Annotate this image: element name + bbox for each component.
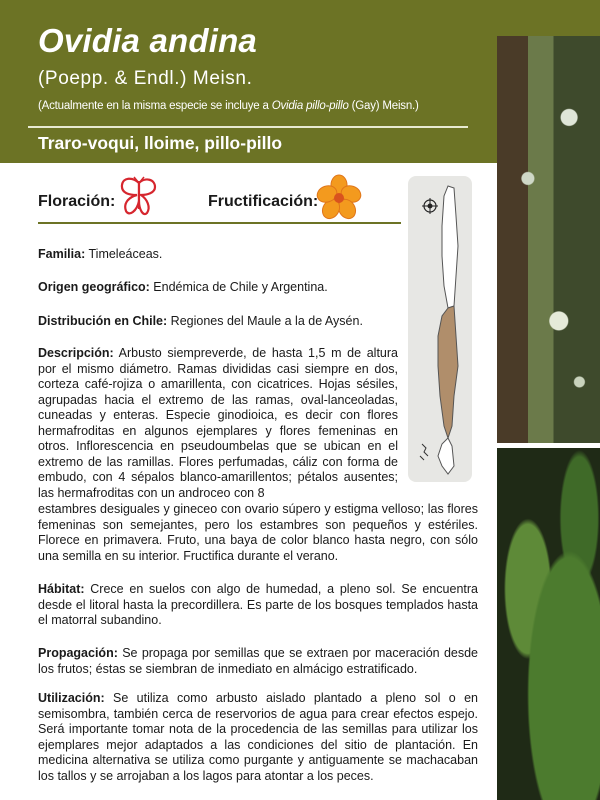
- species-note: (Actualmente en la misma especie se incluye a Ovidia pillo-pillo (Gay) Meisn.): [38, 100, 419, 112]
- section-divider: [38, 222, 401, 224]
- flower-icon: [316, 174, 362, 220]
- origen-paragraph: Origen geográfico: Endémica de Chile y Argentina.: [38, 280, 328, 294]
- plant-photo-shrub: [497, 36, 600, 443]
- plant-photo-leaves: [497, 448, 600, 800]
- habitat-paragraph: Hábitat: Crece en suelos con algo de humedad, a pleno sol. Se encuentra desde el litoral hasta la precordillera. Es parte de los bosques templados hasta el matorral subandino.: [38, 582, 478, 627]
- chile-map-icon: [408, 176, 472, 482]
- propagacion-paragraph: Propagación: Se propaga por semillas que se extraen por maceración desde los frutos; éstas se siembran de inmediato en almácigo estratificado.: [38, 646, 478, 676]
- descripcion-paragraph: Descripción: Arbusto siempreverde, de hasta 1,5 m de altura por el mismo diámetro. Ramas divididas casi siempre en dos, corteza café-rojiza o amarillenta, con cicatrices. Hojas sésiles, agrupadas hacia el extremo de las ramas, oval-lanceoladas, cuneadas y enteras. Especie ginodioica, es decir con flores hermafroditas en algunos ejemplares y flores femeninas en otros. Inflorescencia en pseudoumbelas que se ubican en el extremo de las ramillas. Flores perfumadas, cáliz con forma de embudo, con 4 sépalos blanco-amarillentos; pétalos ausentes; las hermafroditas con un androceo con 8: [38, 346, 398, 500]
- species-authority: (Poepp. & Endl.) Meisn.: [38, 68, 253, 89]
- butterfly-icon: [117, 175, 161, 219]
- utilizacion-paragraph: Utilización: Se utiliza como arbusto aislado plantado a pleno sol o en semisombra, también cerca de reservorios de agua para crear efectos espejo. Será importante tomar nota de la procedencia de las semillas para utilizar los ejemplares mejor adaptados a las condiciones del sitio de plantación. En medicina alternativa se utiliza como purgante y antiguamente se machacaban los tallos y se arrojaban a los lagos para atontar a los peces.: [38, 691, 478, 783]
- fructificacion-label: Fructificación:: [208, 193, 319, 210]
- familia-paragraph: Familia: Timeleáceas.: [38, 247, 163, 261]
- common-names: Traro-voqui, lloime, pillo-pillo: [38, 133, 283, 153]
- descripcion-continuation: estambres desiguales y gineceo con ovario súpero y estigma velloso; las flores femeninas son semejantes, pero los estambres son pequeños y estériles. Florece en primavera. Fruto, una baya de color blanco hasta negro, con sólo una semilla en su interior. Fructifica durante el verano.: [38, 502, 478, 563]
- distribution-map: [408, 176, 472, 482]
- species-title: Ovidia andina: [38, 22, 257, 59]
- header-divider: [28, 126, 468, 128]
- distribucion-paragraph: Distribución en Chile: Regiones del Maule a la de Aysén.: [38, 314, 363, 328]
- floracion-label: Floración:: [38, 193, 116, 210]
